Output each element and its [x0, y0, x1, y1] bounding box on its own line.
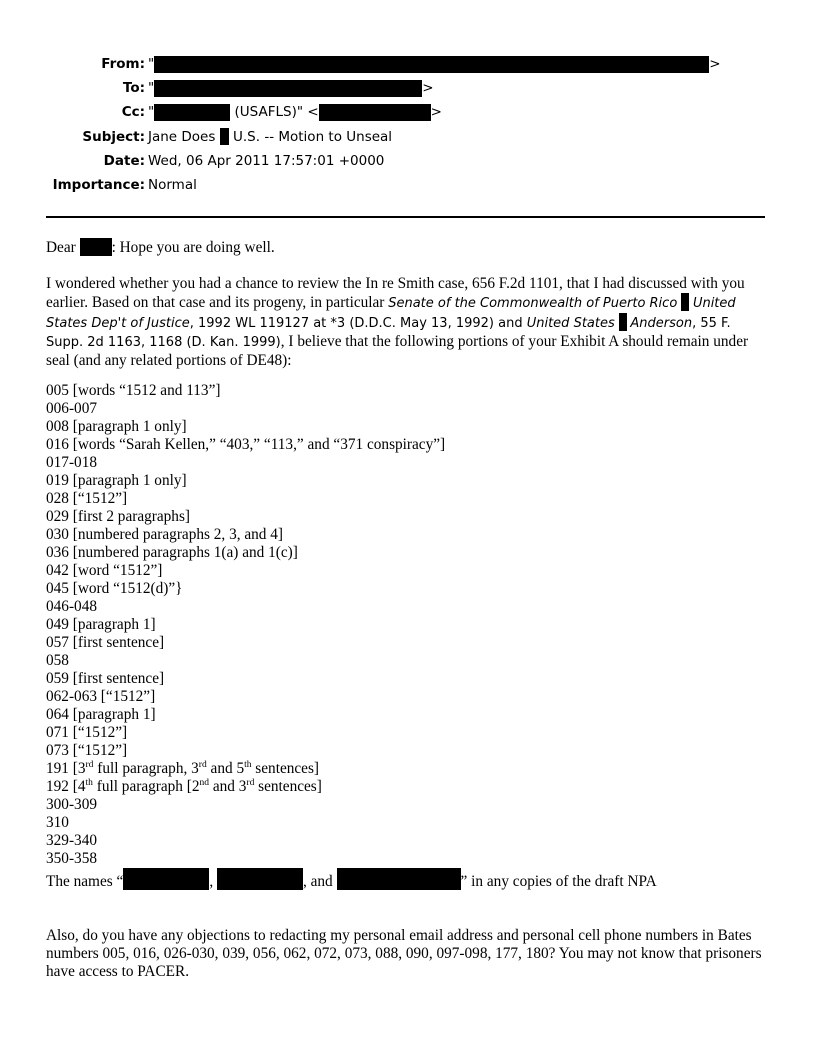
redaction-block: [217, 868, 303, 890]
list-item: 310: [46, 814, 69, 831]
date-label: Date:: [103, 152, 145, 169]
list-item: 006-007: [46, 400, 97, 417]
list-item: 073 [“1512”]: [46, 742, 128, 759]
list-item: 192 [4th full paragraph [2nd and 3rd sentences]: [46, 778, 322, 795]
from-row: [0, 52, 816, 76]
list-item: 029 [first 2 paragraphs]: [46, 508, 190, 525]
email-header: [0, 52, 816, 197]
redaction-block: [80, 238, 112, 256]
body-paragraph: I wondered whether you had a chance to review the In re Smith case, 656 F.2d 1101, that I had discussed with you earlier. Based on that case and its progeny, in particular Senate of the Commonwealth of Puerto Rico United States Dep't of Justice, 1992 WL 119127 at *3 (D.D.C. May 13, 1992) and United States Anderson, 55 F. Supp. 2d 1163, 1168 (D. Kan. 1999), I believe that the following portions of your Exhibit A should remain under seal (and any related portions of DE48):: [46, 275, 749, 369]
cc-label: Cc:: [121, 104, 145, 121]
list-item: 045 [word “1512(d)”}: [46, 580, 183, 597]
subject-row: [0, 125, 816, 149]
subject-label: Subject:: [82, 128, 145, 145]
list-item: 057 [first sentence]: [46, 634, 165, 651]
list-item: 019 [paragraph 1 only]: [46, 472, 187, 489]
header-divider: [46, 216, 765, 218]
list-item: 046-048: [46, 598, 97, 615]
list-item: 036 [numbered paragraphs 1(a) and 1(c)]: [46, 544, 298, 561]
list-item: 016 [words “Sarah Kellen,” “403,” “113,” and “371 conspiracy”]: [46, 436, 446, 453]
redaction-block: [337, 868, 461, 890]
list-item: 062-063 [“1512”]: [46, 688, 156, 705]
subject-value: Jane Does U.S. -- Motion to Unseal: [148, 128, 393, 145]
date-value: Wed, 06 Apr 2011 17:57:01 +0000: [148, 152, 385, 169]
closing-paragraph: Also, do you have any objections to redacting my personal email address and personal cell phone numbers in Bates numbers 005, 016, 026-030, 039, 056, 062, 072, 073, 088, 090, 097-098, 177, 180? You may not know that prisoners have access to PACER.: [46, 927, 762, 980]
list-item: 329-340: [46, 832, 97, 849]
list-item: 030 [numbered paragraphs 2, 3, and 4]: [46, 526, 284, 543]
greeting: Dear : Hope you are doing well.: [46, 239, 275, 256]
list-item: 191 [3rd full paragraph, 3rd and 5th sentences]: [46, 760, 320, 777]
to-value: " >: [148, 80, 434, 97]
redaction-block: [123, 868, 209, 890]
redaction-block: [154, 104, 230, 121]
list-item: 059 [first sentence]: [46, 670, 165, 687]
list-item: 017-018: [46, 454, 97, 471]
to-label: To:: [122, 80, 145, 97]
exhibit-list: [46, 382, 770, 891]
list-item: 300-309: [46, 796, 97, 813]
from-value: " >: [148, 56, 721, 72]
list-item: 064 [paragraph 1]: [46, 706, 156, 723]
list-item: 042 [word “1512”]: [46, 562, 163, 579]
importance-row: [0, 173, 816, 197]
redaction-block: [154, 56, 709, 73]
to-row: [0, 76, 816, 100]
list-item: 008 [paragraph 1 only]: [46, 418, 187, 435]
redaction-block: [319, 104, 431, 121]
email-body: [46, 238, 770, 981]
list-item: 005 [words “1512 and 113”]: [46, 382, 221, 399]
list-item: 049 [paragraph 1]: [46, 616, 156, 633]
list-item: 028 [“1512”]: [46, 490, 128, 507]
redaction-block: [681, 293, 689, 311]
importance-label: Importance:: [52, 176, 145, 193]
list-item: 071 [“1512”]: [46, 724, 128, 741]
importance-value: Normal: [148, 176, 197, 193]
list-item: 350-358: [46, 850, 97, 867]
redaction-block: [154, 80, 422, 97]
cc-value: " (USAFLS)" < >: [148, 104, 442, 121]
list-item: 058: [46, 652, 69, 669]
from-label: From:: [101, 56, 145, 72]
redaction-block: [619, 313, 627, 331]
redaction-block: [220, 128, 229, 145]
date-row: [0, 149, 816, 173]
names-line: The names “ , , and ” in any copies of the draft NPA: [46, 868, 770, 891]
cc-row: [0, 100, 816, 124]
